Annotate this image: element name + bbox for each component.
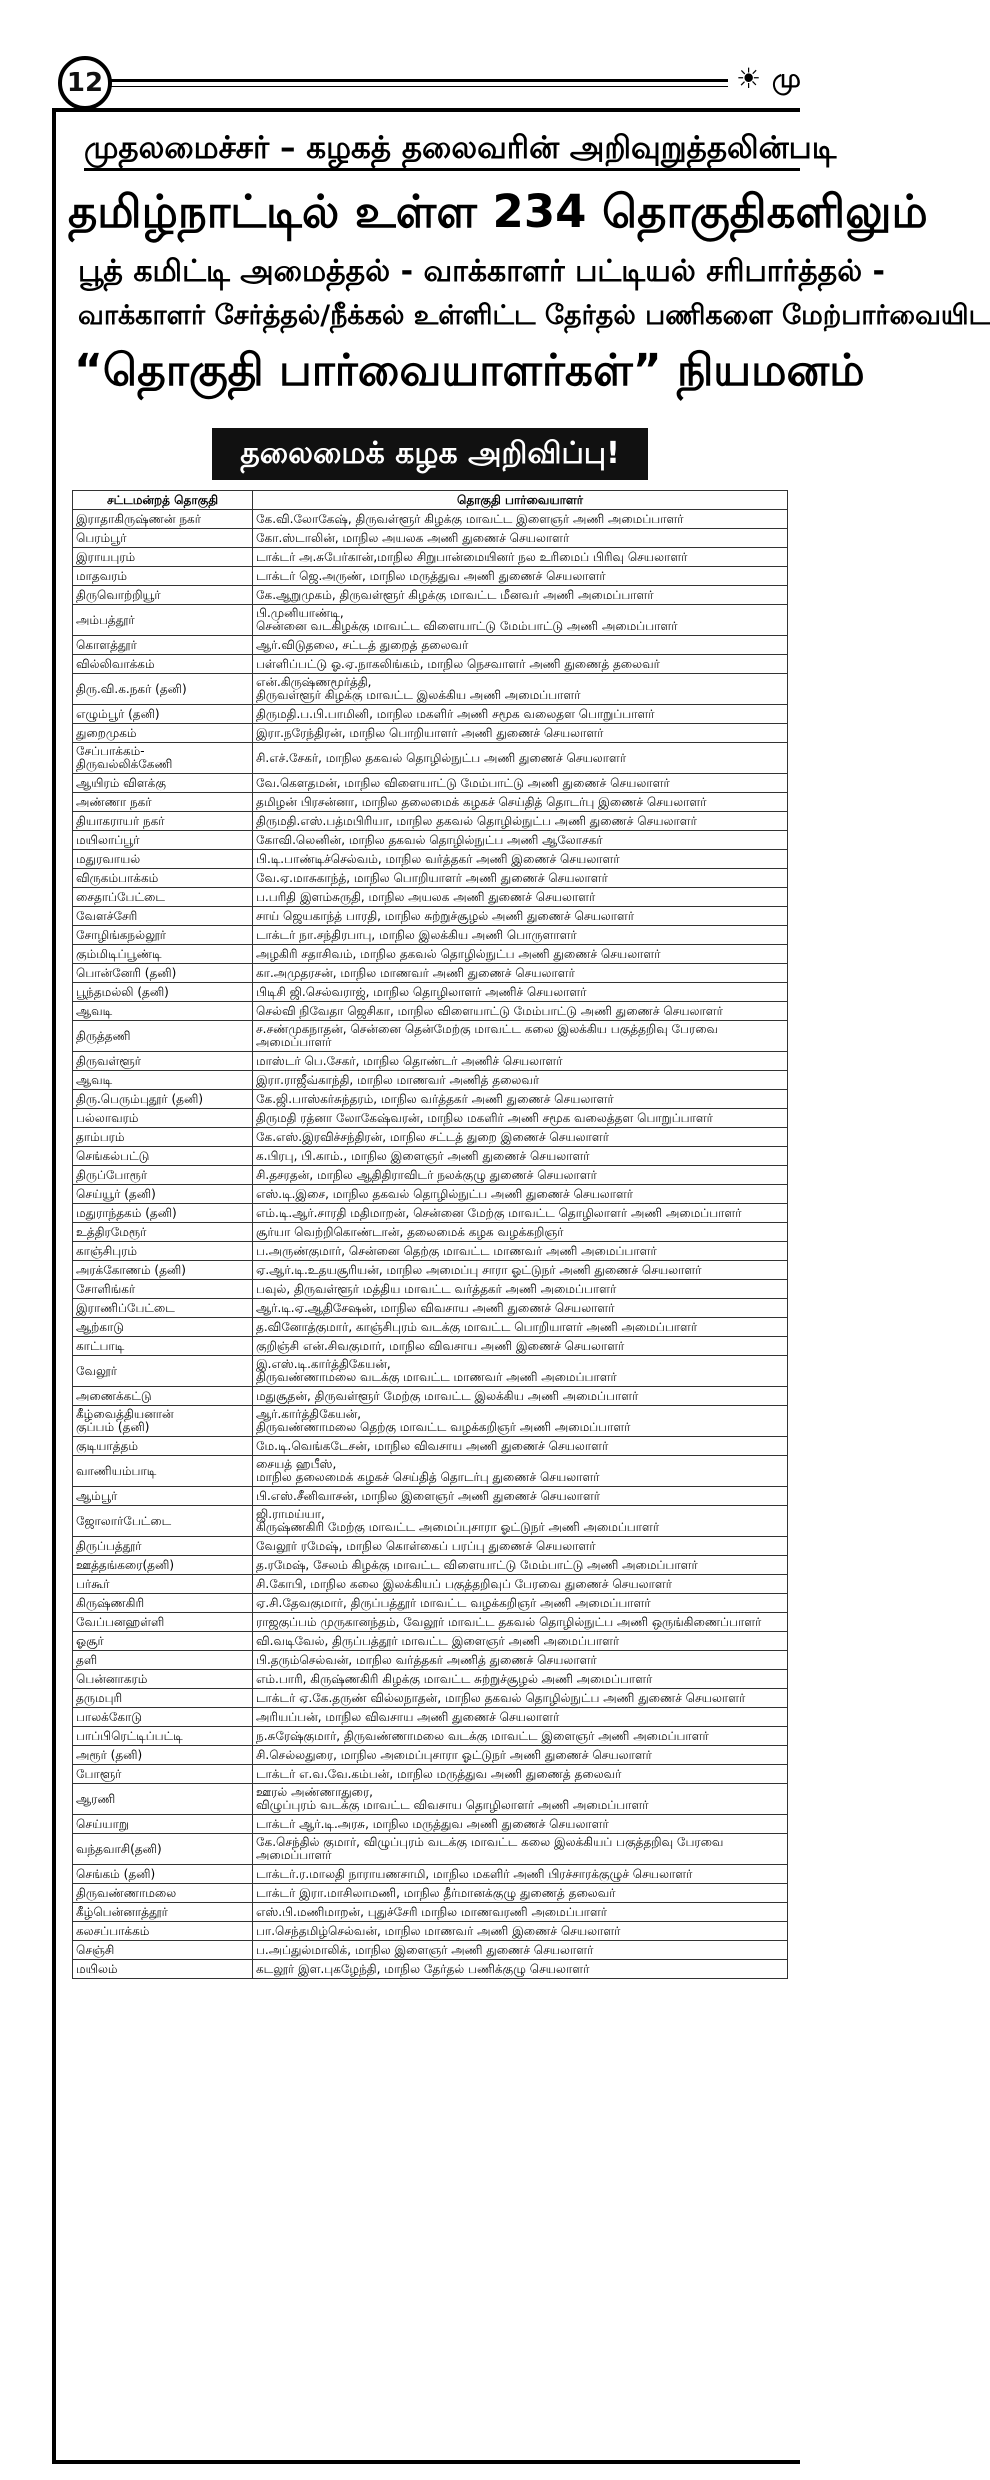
constituency-cell: தளி: [73, 1651, 253, 1670]
observer-cell: ஆர்.விடுதலை, சட்டத் துறைத் தலைவர்: [253, 636, 788, 655]
table-row: [73, 1387, 788, 1406]
constituency-cell: தருமபுரி: [73, 1689, 253, 1708]
headline-line-3: பூத் கமிட்டி அமைத்தல் - வாக்காளர் பட்டியல் சரிபார்த்தல் -: [78, 254, 885, 289]
table-row: [73, 793, 788, 812]
observer-cell: இரா.நரேந்திரன், மாநில பொறியாளர் அணி துணைச் செயலாளர்: [253, 724, 788, 743]
table-row: [73, 1052, 788, 1071]
constituency-cell: ஆற்காடு: [73, 1318, 253, 1337]
constituency-cell: பாப்பிரெட்டிப்பட்டி: [73, 1727, 253, 1746]
observer-cell: சி.தசரதன், மாநில ஆதிதிராவிடர் நலக்குழு துணைச் செயலாளர்: [253, 1166, 788, 1185]
masthead-text: மு: [772, 64, 801, 94]
observer-cell: பி.தரும்செல்வன், மாநில வர்த்தகர் அணித் துணைச் செயலாளர்: [253, 1651, 788, 1670]
constituency-cell: குடியாத்தம்: [73, 1437, 253, 1456]
column-header-constituency: சட்டமன்றத் தொகுதி: [73, 491, 253, 510]
table-row: [73, 1261, 788, 1280]
constituency-cell: மயிலாப்பூர்: [73, 831, 253, 850]
observer-cell: மதுசூதன், திருவள்ளூர் மேற்கு மாவட்ட இலக்கிய அணி அமைப்பாளர்: [253, 1387, 788, 1406]
table-row: [73, 1437, 788, 1456]
observer-cell: டாக்டர் ஏ.கே.தருண் வில்லநாதன், மாநில தகவல் தொழில்நுட்ப அணி துணைச் செயலாளர்: [253, 1689, 788, 1708]
observer-cell: கோ.ஸ்டாலின், மாநில அயலக அணி துணைச் செயலாளர்: [253, 529, 788, 548]
constituency-cell: திருவள்ளூர்: [73, 1052, 253, 1071]
constituency-cell: விருகம்பாக்கம்: [73, 869, 253, 888]
table-row: [73, 1613, 788, 1632]
observer-cell: சாய் ஜெயகாந்த் பாரதி, மாநில சுற்றுச்சூழல் அணி துணைச் செயலாளர்: [253, 907, 788, 926]
table-row: [73, 1594, 788, 1613]
observer-cell: ப.அப்துல்மாலிக், மாநில இளைஞர் அணி துணைச் செயலாளர்: [253, 1941, 788, 1960]
constituency-cell: கும்மிடிப்பூண்டி: [73, 945, 253, 964]
observer-cell: கோவி.லெனின், மாநில தகவல் தொழில்நுட்ப அணி ஆலோசகர்: [253, 831, 788, 850]
table-row: [73, 1299, 788, 1318]
observer-cell: ப.அருண்குமார், சென்னை தெற்கு மாவட்ட மாணவர் அணி அமைப்பாளர்: [253, 1242, 788, 1261]
constituency-cell: திருவொற்றியூர்: [73, 586, 253, 605]
table-row: [73, 945, 788, 964]
table-row: [73, 1147, 788, 1166]
table-row: [73, 1456, 788, 1487]
table-row: [73, 1815, 788, 1834]
constituency-cell: பொன்னேரி (தனி): [73, 964, 253, 983]
observer-cell: ஊரல் அண்ணாதுரை, விழுப்புரம் வடக்கு மாவட்ட விவசாய தொழிலாளர் அணி அமைப்பாளர்: [253, 1784, 788, 1815]
table-row: [73, 1960, 788, 1979]
observer-cell: கடலூர் இள.புகழேந்தி, மாநில தேர்தல் பணிக்குழு செயலாளர்: [253, 1960, 788, 1979]
constituency-cell: வேலூர்: [73, 1356, 253, 1387]
constituency-cell: சோழிங்கநல்லூர்: [73, 926, 253, 945]
table-row: [73, 724, 788, 743]
observer-cell: பி.டி.பாண்டிச்செல்வம், மாநில வர்த்தகர் அணி இணைச் செயலாளர்: [253, 850, 788, 869]
constituency-cell: சேப்பாக்கம்- திருவல்லிக்கேணி: [73, 743, 253, 774]
observer-cell: ஏ.ஆர்.டி.உதயசூரியன், மாநில அமைப்பு சாரா ஓட்டுநர் அணி துணைச் செயலாளர்: [253, 1261, 788, 1280]
column-header-observer: தொகுதி பார்வையாளர்: [253, 491, 788, 510]
observer-cell: பி.முனியாண்டி, சென்னை வடகிழக்கு மாவட்ட விளையாட்டு மேம்பாட்டு அணி அமைப்பாளர்: [253, 605, 788, 636]
header-rule: [108, 79, 728, 82]
constituency-cell: இராதாகிருஷ்ணன் நகர்: [73, 510, 253, 529]
observer-cell: டாக்டர் அ.சுபேர்கான்,மாநில சிறுபான்மையினர் நல உரிமைப் பிரிவு செயலாளர்: [253, 548, 788, 567]
constituency-cell: சைதாப்பேட்டை: [73, 888, 253, 907]
observer-cell: பா.செந்தமிழ்செல்வன், மாநில மாணவர் அணி இணைச் செயலாளர்: [253, 1922, 788, 1941]
observer-cell: டாக்டர்.ர.மாலதி நாராயணசாமி, மாநில மகளிர் அணி பிரச்சாரக்குழுச் செயலாளர்: [253, 1865, 788, 1884]
table-row: [73, 1406, 788, 1437]
constituency-cell: அம்பத்தூர்: [73, 605, 253, 636]
constituency-cell: திருவண்ணாமலை: [73, 1884, 253, 1903]
observer-cell: டாக்டர் நா.சந்திரபாபு, மாநில இலக்கிய அணி பொருளாளர்: [253, 926, 788, 945]
table-row: [73, 1784, 788, 1815]
table-row: [73, 1689, 788, 1708]
table-row: [73, 1834, 788, 1865]
constituency-cell: பல்லாவரம்: [73, 1109, 253, 1128]
observer-cell: அழகிரி சதாசிவம், மாநில தகவல் தொழில்நுட்ப அணி துணைச் செயலாளர்: [253, 945, 788, 964]
constituency-cell: திருத்தணி: [73, 1021, 253, 1052]
table-row: [73, 1223, 788, 1242]
constituency-cell: மயிலம்: [73, 1960, 253, 1979]
table-row: [73, 1002, 788, 1021]
observer-cell: கே.வி.லோகேஷ், திருவள்ளூர் கிழக்கு மாவட்ட இளைஞர் அணி அமைப்பாளர்: [253, 510, 788, 529]
constituency-cell: வேப்பனஹள்ளி: [73, 1613, 253, 1632]
table-row: [73, 774, 788, 793]
constituency-cell: இராயபுரம்: [73, 548, 253, 567]
constituency-cell: ஆம்பூர்: [73, 1487, 253, 1506]
observer-cell: கே.ஆறுமுகம், திருவள்ளூர் கிழக்கு மாவட்ட மீனவர் அணி அமைப்பாளர்: [253, 586, 788, 605]
observer-cell: பள்ளிப்பட்டு ஓ.ஏ.நாகலிங்கம், மாநில நெசவாளர் அணி துணைத் தலைவர்: [253, 655, 788, 674]
constituency-cell: செய்யூர் (தனி): [73, 1185, 253, 1204]
observer-cell: மே.டி.வெங்கடேசன், மாநில விவசாய அணி துணைச் செயலாளர்: [253, 1437, 788, 1456]
constituency-cell: வாணியம்பாடி: [73, 1456, 253, 1487]
table-row: [73, 926, 788, 945]
table-row: [73, 1242, 788, 1261]
table-row: [73, 1903, 788, 1922]
table-row: [73, 1884, 788, 1903]
table-row: [73, 510, 788, 529]
observer-cell: செல்வி நிவேதா ஜெசிகா, மாநில விளையாட்டு மேம்பாட்டு அணி துணைச் செயலாளர்: [253, 1002, 788, 1021]
constituency-cell: வந்தவாசி(தனி): [73, 1834, 253, 1865]
observer-cell: வே.ஏ.மாசுகாந்த், மாநில பொறியாளர் அணி துணைச் செயலாளர்: [253, 869, 788, 888]
constituency-cell: அண்ணா நகர்: [73, 793, 253, 812]
rising-sun-icon: ☀: [736, 62, 762, 95]
constituency-cell: ஜோலார்பேட்டை: [73, 1506, 253, 1537]
constituency-cell: அரக்கோணம் (தனி): [73, 1261, 253, 1280]
observer-cell: டாக்டர் ஜெ.அருண், மாநில மருத்துவ அணி துணைச் செயலாளர்: [253, 567, 788, 586]
observer-cell: பவுல், திருவள்ளூர் மத்திய மாவட்ட வர்த்தகர் அணி அமைப்பாளர்: [253, 1280, 788, 1299]
table-row: [73, 567, 788, 586]
observer-cell: சி.எச்.சேகர், மாநில தகவல் தொழில்நுட்ப அணி துணைச் செயலாளர்: [253, 743, 788, 774]
table-row: [73, 1922, 788, 1941]
constituency-cell: மதுரவாயல்: [73, 850, 253, 869]
table-row: [73, 1090, 788, 1109]
constituency-cell: ஊத்தங்கரை(தனி): [73, 1556, 253, 1575]
headline-line-2: தமிழ்நாட்டில் உள்ள 234 தொகுதிகளிலும்: [68, 185, 928, 238]
observer-cell: சூர்யா வெற்றிகொண்டான், தலைமைக் கழக வழக்கறிஞர்: [253, 1223, 788, 1242]
observer-cell: ராஜகுப்பம் முருகானந்தம், வேலூர் மாவட்ட தகவல் தொழில்நுட்ப அணி ஒருங்கிணைப்பாளர்: [253, 1613, 788, 1632]
observer-cell: குறிஞ்சி என்.சிவகுமார், மாநில விவசாய அணி இணைச் செயலாளர்: [253, 1337, 788, 1356]
observer-cell: வேலூர் ரமேஷ், மாநில கொள்கைப் பரப்பு துணைச் செயலாளர்: [253, 1537, 788, 1556]
table-row: [73, 812, 788, 831]
constituency-cell: உத்திரமேரூர்: [73, 1223, 253, 1242]
constituency-cell: பாலக்கோடு: [73, 1708, 253, 1727]
constituency-cell: இராணிப்பேட்டை: [73, 1299, 253, 1318]
observer-cell: டாக்டர் எ.வ.வே.கம்பன், மாநில மருத்துவ அணி துணைத் தலைவர்: [253, 1765, 788, 1784]
table-row: [73, 743, 788, 774]
headline-line-5: “தொகுதி பார்வையாளர்கள்” நியமனம்: [74, 345, 865, 396]
observer-cell: வி.வடிவேல், திருப்பத்தூர் மாவட்ட இளைஞர் அணி அமைப்பாளர்: [253, 1632, 788, 1651]
constituency-cell: கிருஷ்ணகிரி: [73, 1594, 253, 1613]
observer-cell: கே.எஸ்.இரவிச்சந்திரன், மாநில சட்டத் துறை இணைச் செயலாளர்: [253, 1128, 788, 1147]
observer-cell: தமிழன் பிரசன்னா, மாநில தலைமைக் கழகச் செய்தித் தொடர்பு இணைச் செயலாளர்: [253, 793, 788, 812]
observer-cell: திருமதி.எஸ்.பத்மபிரியா, மாநில தகவல் தொழில்நுட்ப அணி துணைச் செயலாளர்: [253, 812, 788, 831]
table-row: [73, 1865, 788, 1884]
constituency-cell: செய்யாறு: [73, 1815, 253, 1834]
page-header: [0, 0, 801, 98]
table-row: [73, 1318, 788, 1337]
table-row: [73, 831, 788, 850]
constituency-cell: பர்கூர்: [73, 1575, 253, 1594]
table-row: [73, 529, 788, 548]
observer-table: [72, 490, 788, 1979]
constituency-cell: காஞ்சிபுரம்: [73, 1242, 253, 1261]
constituency-cell: செங்கம் (தனி): [73, 1865, 253, 1884]
observer-cell: கா.அமுதரசன், மாநில மாணவர் அணி துணைச் செயலாளர்: [253, 964, 788, 983]
table-row: [73, 1708, 788, 1727]
constituency-cell: பூந்தமல்லி (தனி): [73, 983, 253, 1002]
constituency-cell: எழும்பூர் (தனி): [73, 705, 253, 724]
constituency-cell: ஆரணி: [73, 1784, 253, 1815]
table-row: [73, 1941, 788, 1960]
observer-cell: எஸ்.டி.இசை, மாநில தகவல் தொழில்நுட்ப அணி துணைச் செயலாளர்: [253, 1185, 788, 1204]
constituency-cell: ஆவடி: [73, 1002, 253, 1021]
table-row: [73, 1166, 788, 1185]
table-row: [73, 1575, 788, 1594]
table-row: [73, 1556, 788, 1575]
constituency-cell: துறைமுகம்: [73, 724, 253, 743]
constituency-cell: செங்கல்பட்டு: [73, 1147, 253, 1166]
table-row: [73, 1632, 788, 1651]
constituency-cell: பெரம்பூர்: [73, 529, 253, 548]
observer-cell: திருமதி.ப.பி.பாமினி, மாநில மகளிர் அணி சமூக வலைதள பொறுப்பாளர்: [253, 705, 788, 724]
table-row: [73, 1109, 788, 1128]
observer-cell: சி.கோபி, மாநில கலை இலக்கியப் பகுத்தறிவுப் பேரவை துணைச் செயலாளர்: [253, 1575, 788, 1594]
constituency-cell: வில்லிவாக்கம்: [73, 655, 253, 674]
table-row: [73, 1537, 788, 1556]
constituency-cell: கீழ்வைத்தியனான் குப்பம் (தனி): [73, 1406, 253, 1437]
table-row: [73, 1506, 788, 1537]
observer-cell: வே.கௌதமன், மாநில விளையாட்டு மேம்பாட்டு அணி துணைச் செயலாளர்: [253, 774, 788, 793]
observer-cell: ப.பரிதி இளம்சுருதி, மாநில அயலக அணி துணைச் செயலாளர்: [253, 888, 788, 907]
table-row: [73, 1337, 788, 1356]
constituency-cell: திருப்போரூர்: [73, 1166, 253, 1185]
observer-cell: அரியப்பன், மாநில விவசாய அணி துணைச் செயலாளர்: [253, 1708, 788, 1727]
constituency-cell: செஞ்சி: [73, 1941, 253, 1960]
constituency-cell: வேளச்சேரி: [73, 907, 253, 926]
observer-cell: எம்.டி.ஆர்.சாரதி மதிமாறன், சென்னை மேற்கு மாவட்ட தொழிலாளர் அணி அமைப்பாளர்: [253, 1204, 788, 1223]
header-rule-thin: [108, 86, 728, 87]
observer-cell: ச.சண்முகநாதன், சென்னை தென்மேற்கு மாவட்ட கலை இலக்கிய பகுத்தறிவு பேரவை அமைப்பாளர்: [253, 1021, 788, 1052]
constituency-cell: பென்னாகரம்: [73, 1670, 253, 1689]
table-row: [73, 674, 788, 705]
table-row: [73, 586, 788, 605]
observer-cell: த.ரமேஷ், சேலம் கிழக்கு மாவட்ட விளையாட்டு மேம்பாட்டு அணி அமைப்பாளர்: [253, 1556, 788, 1575]
constituency-cell: கலசப்பாக்கம்: [73, 1922, 253, 1941]
observer-cell: டாக்டர் ஆர்.டி.அரசு, மாநில மருத்துவ அணி துணைச் செயலாளர்: [253, 1815, 788, 1834]
observer-cell: இரா.ராஜீவ்காந்தி, மாநில மாணவர் அணித் தலைவர்: [253, 1071, 788, 1090]
table-row: [73, 983, 788, 1002]
table-row: [73, 1280, 788, 1299]
constituency-cell: மாதவரம்: [73, 567, 253, 586]
observer-cell: கே.ஜி.பாஸ்கர்சுந்தரம், மாநில வர்த்தகர் அணி துணைச் செயலாளர்: [253, 1090, 788, 1109]
constituency-cell: தாம்பரம்: [73, 1128, 253, 1147]
constituency-cell: கொளத்தூர்: [73, 636, 253, 655]
constituency-cell: அரூர் (தனி): [73, 1746, 253, 1765]
table-row: [73, 636, 788, 655]
table-header-row: [73, 491, 788, 510]
observer-cell: எஸ்.பி.மணிமாறன், புதுச்சேரி மாநில மாணவரணி அமைப்பாளர்: [253, 1903, 788, 1922]
constituency-cell: திரு.வி.க.நகர் (தனி): [73, 674, 253, 705]
table-row: [73, 1204, 788, 1223]
constituency-cell: காட்பாடி: [73, 1337, 253, 1356]
table-row: [73, 1651, 788, 1670]
observer-cell: ஆர்.கார்த்திகேயன், திருவண்ணாமலை தெற்கு மாவட்ட வழக்கறிஞர் அணி அமைப்பாளர்: [253, 1406, 788, 1437]
announcement-banner: தலைமைக் கழக அறிவிப்பு!: [212, 428, 648, 480]
page-number: 12: [58, 56, 112, 110]
table-row: [73, 605, 788, 636]
headline-line-4: வாக்காளர் சேர்த்தல்/நீக்கல் உள்ளிட்ட தேர்தல் பணிகளை மேற்பார்வையிட: [78, 300, 990, 331]
observer-cell: கே.செந்தில் குமார், விழுப்புரம் வடக்கு மாவட்ட கலை இலக்கியப் பகுத்தறிவு பேரவை அமைப்பாளர்: [253, 1834, 788, 1865]
table-row: [73, 1487, 788, 1506]
observer-cell: ந.சுரேஷ்குமார், திருவண்ணாமலை வடக்கு மாவட்ட இளைஞர் அணி அமைப்பாளர்: [253, 1727, 788, 1746]
table-row: [73, 1356, 788, 1387]
constituency-cell: தியாகராயர் நகர்: [73, 812, 253, 831]
table-row: [73, 888, 788, 907]
observer-cell: என்.கிருஷ்ணமூர்த்தி, திருவள்ளூர் கிழக்கு மாவட்ட இலக்கிய அணி அமைப்பாளர்: [253, 674, 788, 705]
constituency-cell: ஆவடி: [73, 1071, 253, 1090]
observer-cell: த.வினோத்குமார், காஞ்சிபுரம் வடக்கு மாவட்ட பொறியாளர் அணி அமைப்பாளர்: [253, 1318, 788, 1337]
constituency-cell: கீழ்பென்னாத்தூர்: [73, 1903, 253, 1922]
table-row: [73, 1746, 788, 1765]
table-row: [73, 1765, 788, 1784]
constituency-cell: திருப்பத்தூர்: [73, 1537, 253, 1556]
observer-cell: பிடிசி ஜி.செல்வராஜ், மாநில தொழிலாளர் அணிச் செயலாளர்: [253, 983, 788, 1002]
table-row: [73, 1021, 788, 1052]
table-row: [73, 964, 788, 983]
table-row: [73, 1128, 788, 1147]
observer-cell: சி.செல்லதுரை, மாநில அமைப்புசாரா ஓட்டுநர் அணி துணைச் செயலாளர்: [253, 1746, 788, 1765]
observer-cell: ஜி.ராமய்யா, கிருஷ்ணகிரி மேற்கு மாவட்ட அமைப்புசாரா ஓட்டுநர் அணி அமைப்பாளர்: [253, 1506, 788, 1537]
observer-cell: இ.எஸ்.டி.கார்த்திகேயன், திருவண்ணாமலை வடக்கு மாவட்ட மாணவர் அணி அமைப்பாளர்: [253, 1356, 788, 1387]
table-row: [73, 705, 788, 724]
observer-cell: ஏ.சி.தேவகுமார், திருப்பத்தூர் மாவட்ட வழக்கறிஞர் அணி அமைப்பாளர்: [253, 1594, 788, 1613]
table-row: [73, 907, 788, 926]
observer-cell: க.பிரபு, பி.காம்., மாநில இளைஞர் அணி துணைச் செயலாளர்: [253, 1147, 788, 1166]
observer-cell: திருமதி ரத்னா லோகேஷ்வரன், மாநில மகளிர் அணி சமூக வலைத்தள பொறுப்பாளர்: [253, 1109, 788, 1128]
observer-cell: டாக்டர் இரா.மாசிலாமணி, மாநில தீர்மானக்குழு துணைத் தலைவர்: [253, 1884, 788, 1903]
observer-cell: பி.எஸ்.சீனிவாசன், மாநில இளைஞர் அணி துணைச் செயலாளர்: [253, 1487, 788, 1506]
table-row: [73, 1727, 788, 1746]
constituency-cell: சோளிங்கர்: [73, 1280, 253, 1299]
table-row: [73, 1071, 788, 1090]
table-row: [73, 869, 788, 888]
observer-cell: எம்.பாரி, கிருஷ்ணகிரி கிழக்கு மாவட்ட சுற்றுச்சூழல் அணி அமைப்பாளர்: [253, 1670, 788, 1689]
constituency-cell: போளூர்: [73, 1765, 253, 1784]
table-row: [73, 1670, 788, 1689]
observer-cell: சையத் ஹபீஸ், மாநில தலைமைக் கழகச் செய்தித் தொடர்பு துணைச் செயலாளர்: [253, 1456, 788, 1487]
headline-line-1: முதலமைச்சர் – கழகத் தலைவரின் அறிவுறுத்தலின்படி: [84, 128, 800, 171]
table-row: [73, 850, 788, 869]
table-row: [73, 1185, 788, 1204]
observer-cell: மாஸ்டர் பெ.சேகர், மாநில தொண்டர் அணிச் செயலாளர்: [253, 1052, 788, 1071]
observer-cell: ஆர்.டி.ஏ.ஆதிசேஷன், மாநில விவசாய அணி துணைச் செயலாளர்: [253, 1299, 788, 1318]
constituency-cell: ஆயிரம் விளக்கு: [73, 774, 253, 793]
constituency-cell: திரு.பெரும்புதூர் (தனி): [73, 1090, 253, 1109]
constituency-cell: அணைக்கட்டு: [73, 1387, 253, 1406]
constituency-cell: மதுராந்தகம் (தனி): [73, 1204, 253, 1223]
table-row: [73, 655, 788, 674]
table-row: [73, 548, 788, 567]
constituency-cell: ஓசூர்: [73, 1632, 253, 1651]
